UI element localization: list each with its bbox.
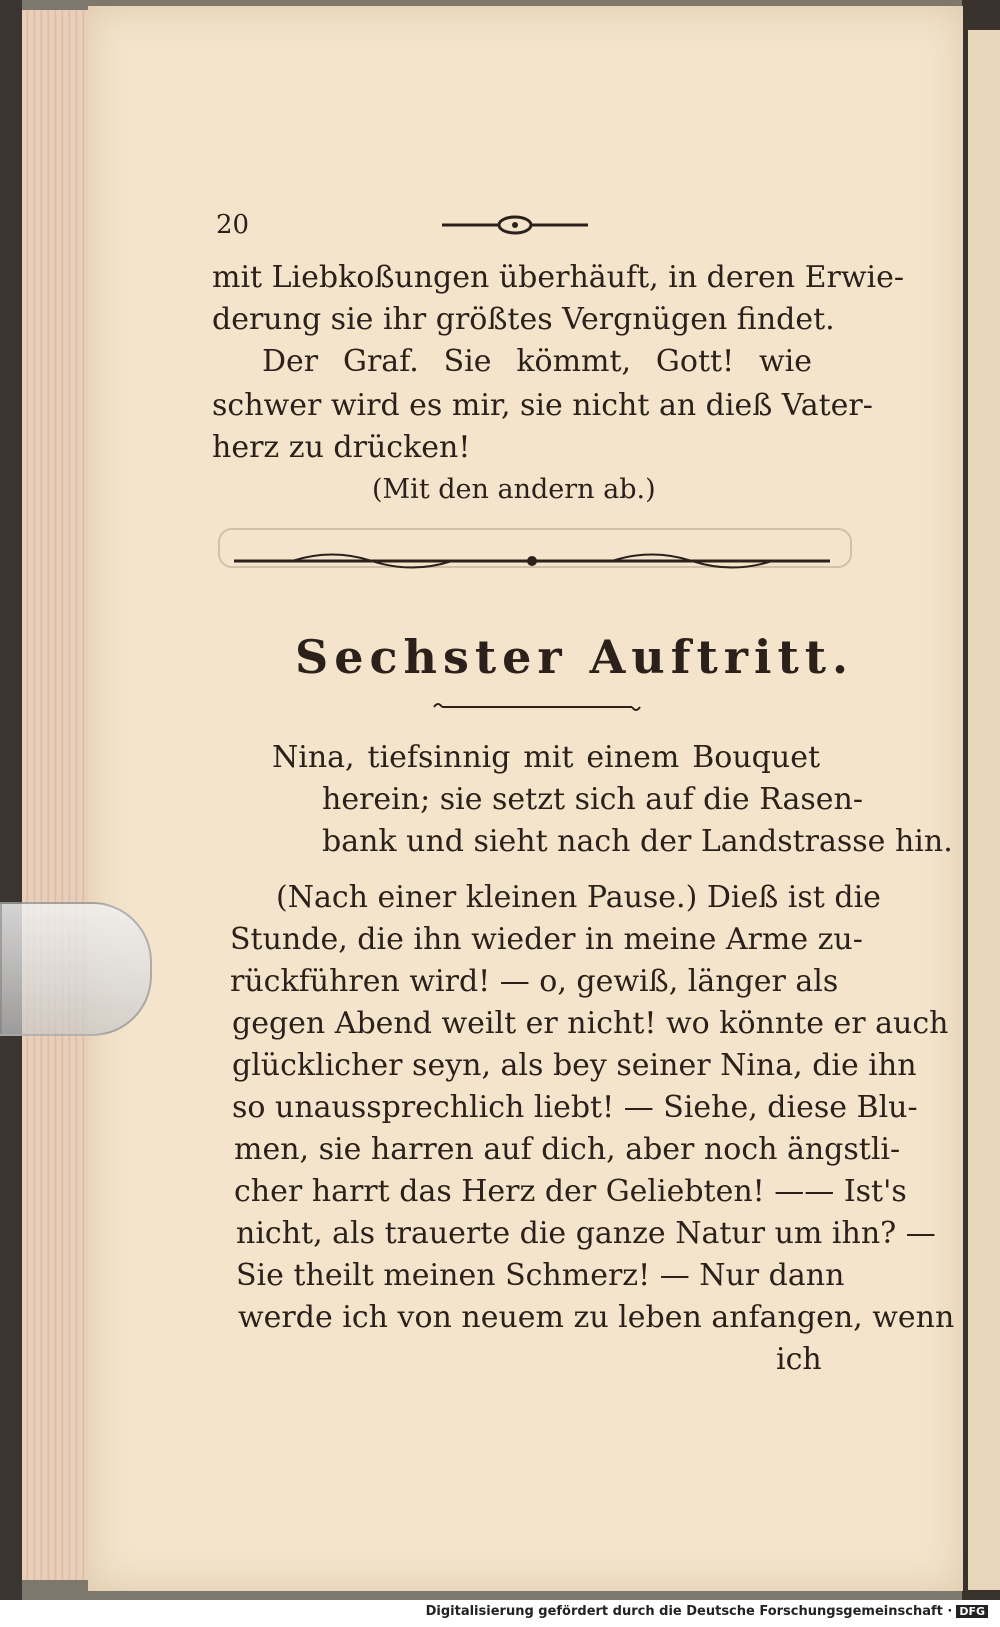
body-line: cher harrt das Herz der Geliebten! —— Ist's [234,1174,907,1209]
page-number: 20 [216,210,250,240]
body-line: gegen Abend weilt er nicht! wo könnte er auch [232,1006,949,1041]
catchword: ich [776,1342,822,1377]
small-rule-icon [432,700,642,714]
page-clip [0,902,152,1036]
stage-direction-line: herein; sie setzt sich auf die Rasen- [322,782,863,817]
body-line: men, sie harren auf dich, aber noch ängstli- [234,1132,901,1167]
text-line: Der Graf. Sie kömmt, Gott! wie [262,344,812,379]
stage-direction-line: bank und sieht nach der Landstrasse hin. [322,824,953,859]
dfg-logo-icon: DFG [956,1605,988,1618]
body-line: nicht, als trauerte die ganze Natur um ihn? — [236,1216,936,1251]
header-ornament-icon [440,214,590,236]
body-line: Stunde, die ihn wieder in meine Arme zu- [230,922,863,957]
footer-credit-text: Digitalisierung gefördert durch die Deutsche Forschungsgemeinschaft · [425,1604,953,1619]
footer-bar [0,1600,1000,1627]
text-line: derung sie ihr größtes Vergnügen findet. [212,302,835,337]
body-line: so unaussprechlich liebt! — Siehe, diese Blu- [232,1090,918,1125]
scene-heading: Sechster Auftritt. [295,630,854,684]
body-line: werde ich von neuem zu leben anfangen, wenn [238,1300,955,1335]
text-line: mit Liebkoßungen überhäuft, in deren Erwie- [212,260,904,295]
stage-exit: (Mit den andern ab.) [372,474,656,505]
footer-credit [426,1604,988,1619]
body-line: (Nach einer kleinen Pause.) Dieß ist die [276,880,881,915]
body-line: rückführen wird! — o, gewiß, länger als [230,964,839,999]
stage-direction-line: Nina, tiefsinnig mit einem Bouquet [272,740,820,775]
body-line: Sie theilt meinen Schmerz! — Nur dann [236,1258,845,1293]
book-edge-shadow [0,0,22,1627]
text-line: herz zu drücken! [212,430,471,465]
body-line: glücklicher seyn, als bey seiner Nina, die ihn [232,1048,917,1083]
facing-page-edge [968,30,1000,1590]
ornamental-rule-icon [232,548,832,574]
text-line: schwer wird es mir, sie nicht an dieß Vater- [212,388,873,423]
